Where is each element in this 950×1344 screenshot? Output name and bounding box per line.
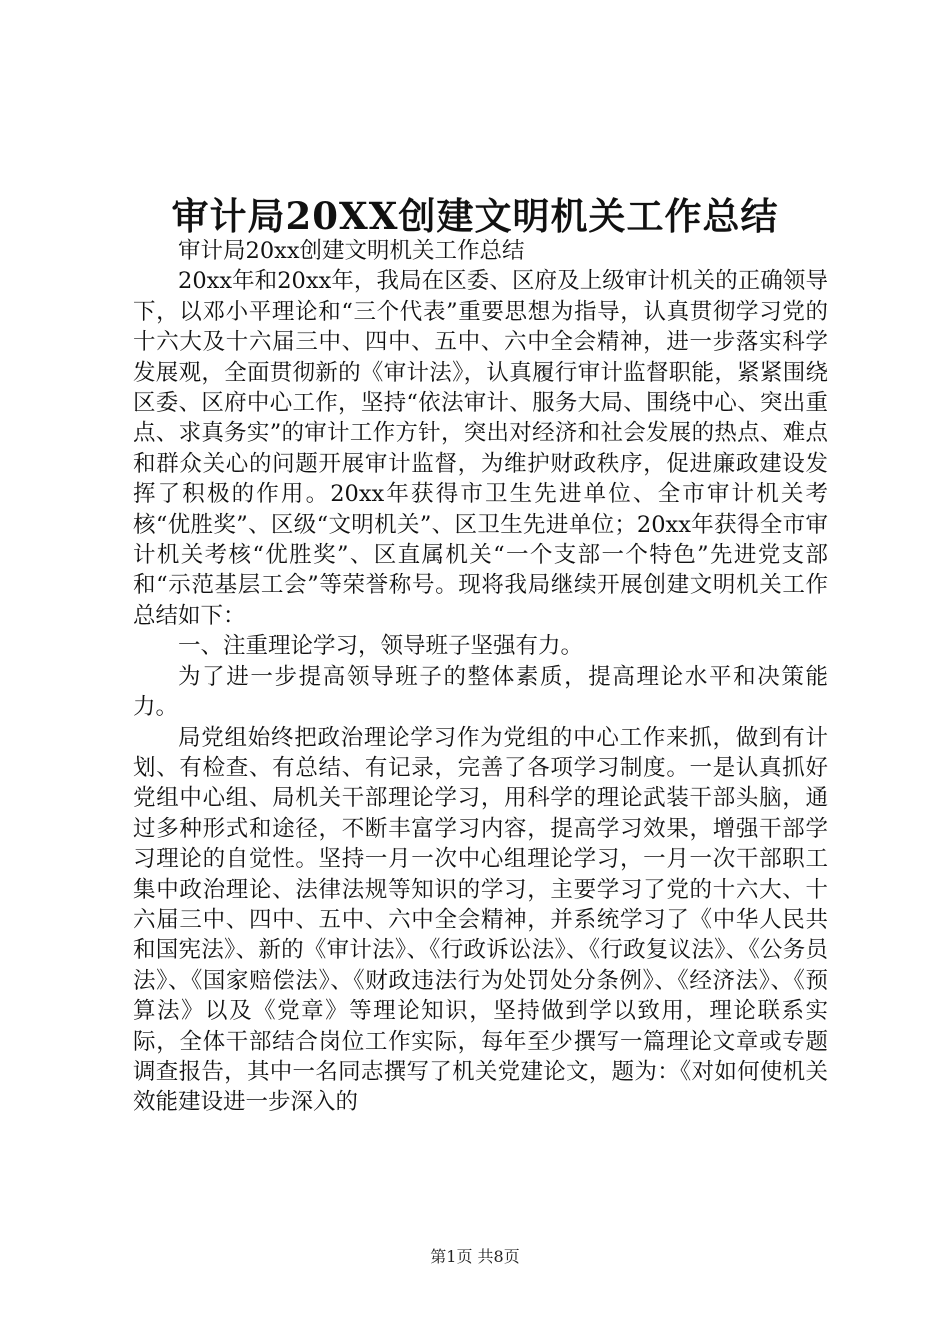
subtitle-paragraph: 审计局20xx创建文明机关工作总结 [178,238,525,264]
section-heading: 一、注重理论学习，领导班子坚强有力。 [178,633,584,660]
body-paragraph: 为了进一步提高领导班子的整体素质，提高理论水平和决策能力。 [133,663,828,721]
intro-paragraph: 20xx年和20xx年，我局在区委、区府及上级审计机关的正确领导下，以邓小平理论和“三个代表”重要思想为指导，认真贯彻学习党的十六大及十六届三中、四中、五中、六中全会精神，进一步落实科学发展观，全面贯彻新的《审计法》，认真履行审计监督职能，紧紧围绕区委、区府中心工作，坚持“依法审计、服务大局、围绕中心、突出重点、求真务实”的审计工作方针，突出对经济和社会发展的热点、难点和群众关心的问题开展审计监督，为维护财政秩序，促进廉政建设发挥了积极的作用。20xx年获得市卫生先进单位、全市审计机关考核“优胜奖”、区级“文明机关”、区卫生先进单位；20xx年获得全市审计机关考核“优胜奖”、区直属机关“一个支部一个特色”先进党支部和“示范基层工会”等荣誉称号。现将我局继续开展创建文明机关工作总结如下： [133,268,828,629]
document-title: 审计局20XX创建文明机关工作总结 [171,194,779,238]
body-paragraph: 局党组始终把政治理论学习作为党组的中心工作来抓，做到有计划、有检查、有总结、有记录，完善了各项学习制度。一是认真抓好党组中心组、局机关干部理论学习，用科学的理论武装干部头脑，通过多种形式和途径，不断丰富学习内容，提高学习效果，增强干部学习理论的自觉性。坚持一月一次中心组理论学习，一月一次干部职工集中政治理论、法律法规等知识的学习，主要学习了党的十六大、十六届三中、四中、五中、六中全会精神，并系统学习了《中华人民共和国宪法》、新的《审计法》、《行政诉讼法》、《行政复议法》、《公务员法》、《国家赔偿法》、《财政违法行为处罚处分条例》、《经济法》、《预算法》以及《党章》等理论知识，坚持做到学以致用，理论联系实际，全体干部结合岗位工作实际，每年至少撰写一篇理论文章或专题调查报告，其中一名同志撰写了机关党建论文，题为：《对如何使机关效能建设进一步深入的 [133,724,828,1116]
page-footer: 第1页 共8页 [430,1247,520,1266]
document-body [133,236,828,1118]
